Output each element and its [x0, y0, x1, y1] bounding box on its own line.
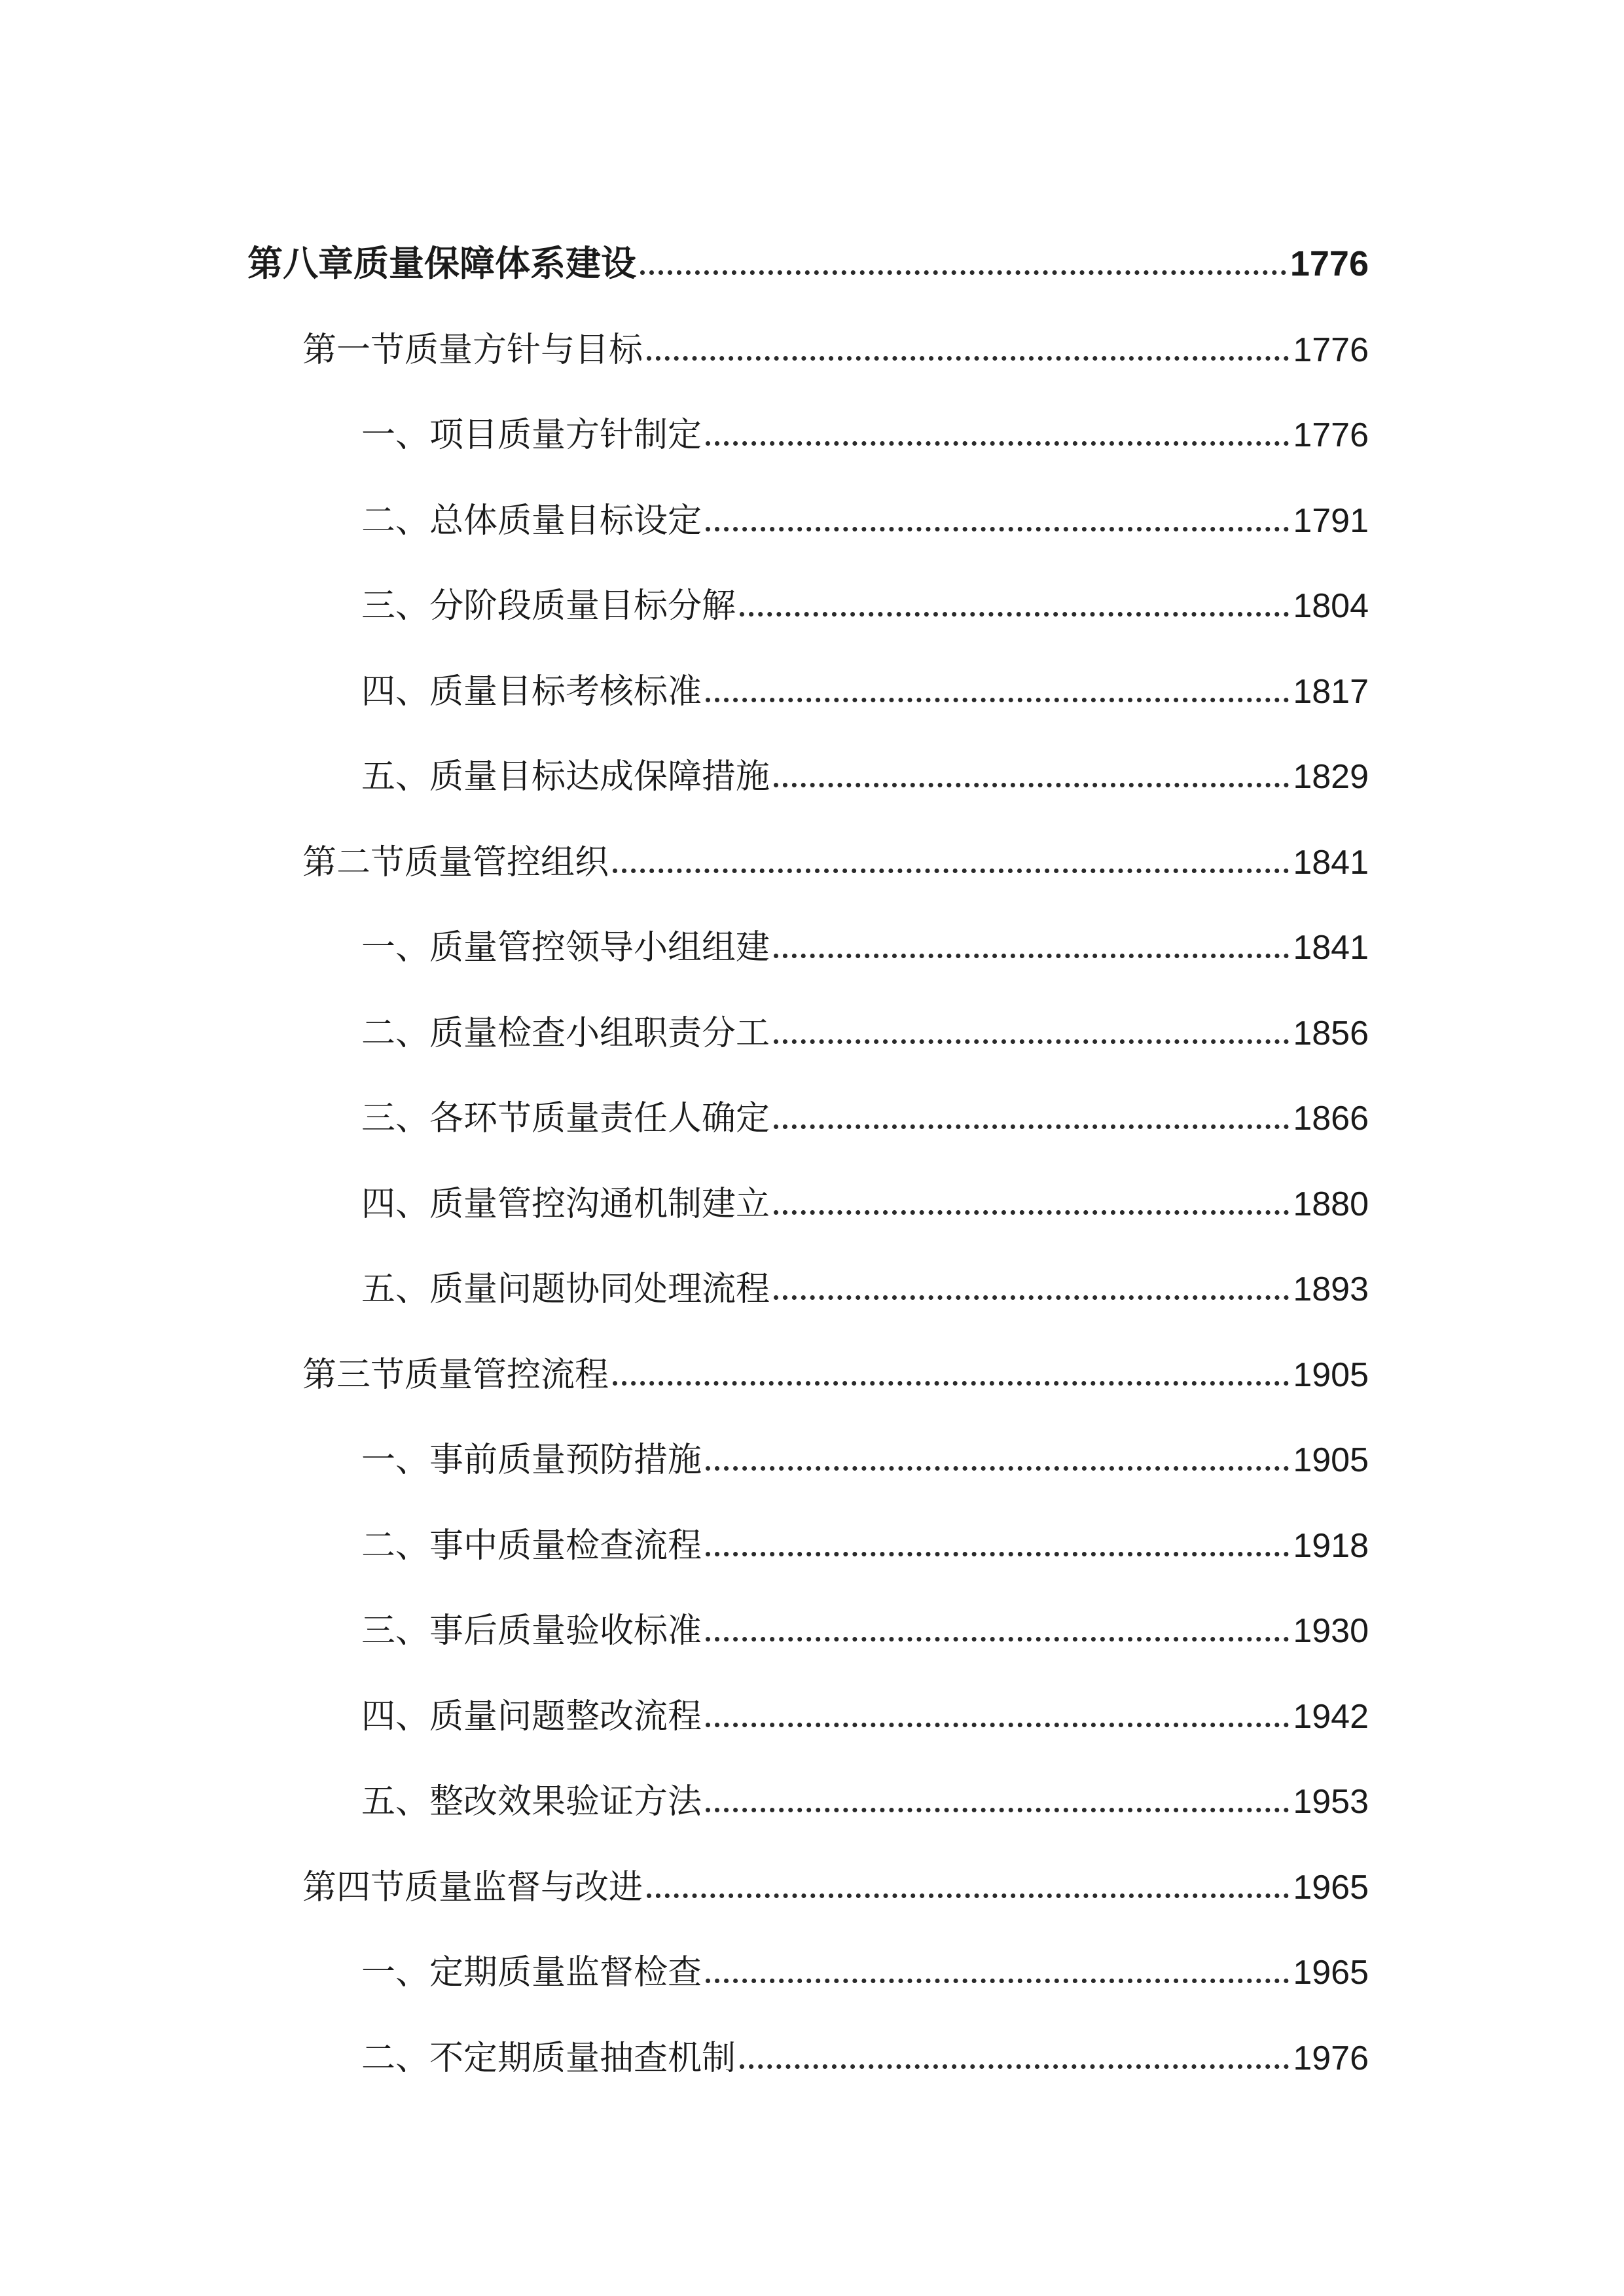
toc-subsection-entry[interactable] [0, 624, 1624, 709]
toc-page-number: 1976 [1293, 2039, 1369, 2077]
toc-page-number: 1866 [1293, 1100, 1369, 1138]
toc-entry-title: 第一节质量方针与目标 [302, 330, 643, 370]
toc-entry-title: 一、项目质量方针制定 [361, 416, 702, 455]
toc-dot-leader [706, 527, 1289, 531]
toc-dot-leader [774, 1124, 1289, 1129]
toc-dot-leader [706, 1979, 1289, 1983]
toc-page-number: 1841 [1293, 843, 1369, 882]
toc-subsection-entry[interactable] [0, 538, 1624, 626]
toc-entry-title: 二、不定期质量抽查机制 [361, 2038, 736, 2078]
toc-subsection-entry[interactable] [0, 880, 1624, 965]
toc-section-entry[interactable] [0, 795, 1624, 880]
toc-entry-title: 二、质量检查小组职责分工 [361, 1013, 770, 1053]
toc-subsection-entry[interactable] [0, 1905, 1624, 1990]
toc-dot-leader [647, 1893, 1289, 1898]
toc-dot-leader [774, 954, 1289, 958]
toc-page-number: 1905 [1293, 1441, 1369, 1479]
toc-subsection-entry[interactable] [0, 1221, 1624, 1309]
toc-page-number: 1965 [1293, 1868, 1369, 1907]
toc-dot-leader [774, 1295, 1289, 1300]
toc-page-number: 1829 [1293, 758, 1369, 796]
toc-entry-title: 三、各环节质量责任人确定 [361, 1099, 770, 1138]
toc-subsection-entry[interactable] [0, 1136, 1624, 1224]
toc-dot-leader [706, 1723, 1289, 1727]
toc-entry-title: 第三节质量管控流程 [302, 1355, 609, 1395]
toc-dot-leader [613, 869, 1289, 873]
toc-entry-title: 四、质量管控沟通机制建立 [361, 1184, 770, 1224]
toc-dot-leader [706, 1637, 1289, 1641]
toc-entry-title: 五、质量目标达成保障措施 [361, 757, 770, 797]
toc-subsection-entry[interactable] [0, 1563, 1624, 1651]
toc-entry-title: 三、事后质量验收标准 [361, 1611, 702, 1651]
toc-dot-leader [774, 783, 1289, 787]
toc-entry-title: 四、质量目标考核标准 [361, 672, 702, 711]
toc-dot-leader [706, 1466, 1289, 1471]
toc-page-number: 1776 [1293, 416, 1369, 454]
toc-subsection-entry[interactable] [0, 367, 1624, 455]
toc-dot-leader [706, 698, 1289, 702]
toc-subsection-entry[interactable] [0, 1990, 1624, 2078]
toc-dot-leader [647, 356, 1289, 361]
toc-subsection-entry[interactable] [0, 1734, 1624, 1819]
toc-entry-title: 三、分阶段质量目标分解 [361, 586, 736, 626]
toc-page-number: 1918 [1293, 1526, 1369, 1565]
toc-entry-title: 二、总体质量目标设定 [361, 501, 702, 541]
toc-subsection-entry[interactable] [0, 1392, 1624, 1480]
toc-page-number: 1965 [1293, 1954, 1369, 1992]
toc-entry-title: 第八章质量保障体系建设 [247, 243, 636, 284]
toc-dot-leader [774, 1210, 1289, 1215]
toc-entry-title: 二、事中质量检查流程 [361, 1526, 702, 1566]
toc-page-number: 1905 [1293, 1355, 1369, 1394]
toc-page-number: 1930 [1293, 1612, 1369, 1650]
toc-entry-title: 五、整改效果验证方法 [361, 1782, 702, 1821]
toc-dot-leader [613, 1381, 1289, 1386]
toc-section-entry[interactable] [0, 282, 1624, 370]
toc-dot-leader [640, 270, 1286, 275]
toc-dot-leader [774, 1039, 1289, 1044]
toc-dot-leader [740, 2064, 1289, 2069]
toc-page-number: 1942 [1293, 1697, 1369, 1736]
toc-entry-title: 第二节质量管控组织 [302, 842, 609, 882]
toc-page-number: 1893 [1293, 1270, 1369, 1308]
toc-entry-title: 一、事前质量预防措施 [361, 1441, 702, 1480]
toc-subsection-entry[interactable] [0, 1649, 1624, 1734]
toc-subsection-entry[interactable] [0, 965, 1624, 1053]
toc-entry-title: 一、质量管控领导小组组建 [361, 928, 770, 967]
toc-page-number: 1776 [1293, 331, 1369, 369]
toc-page-number: 1817 [1293, 672, 1369, 711]
toc-page-number: 1856 [1293, 1014, 1369, 1052]
toc-subsection-entry[interactable] [0, 1478, 1624, 1566]
toc-dot-leader [706, 441, 1289, 446]
toc-page-number: 1841 [1293, 929, 1369, 967]
toc-page-number: 1791 [1293, 501, 1369, 540]
toc-entry-title: 第四节质量监督与改进 [302, 1867, 643, 1907]
toc-section-entry[interactable] [0, 1820, 1624, 1905]
toc-page-number: 1953 [1293, 1783, 1369, 1821]
toc-entry-title: 五、质量问题协同处理流程 [361, 1270, 770, 1309]
toc-page-number: 1776 [1290, 244, 1369, 283]
toc-dot-leader [706, 1552, 1289, 1556]
toc-section-entry[interactable] [0, 1307, 1624, 1395]
toc-entry-title: 一、定期质量监督检查 [361, 1953, 702, 1992]
toc-subsection-entry[interactable] [0, 453, 1624, 541]
toc-page-number: 1880 [1293, 1185, 1369, 1223]
toc-dot-leader [740, 612, 1289, 617]
toc-subsection-entry[interactable] [0, 1050, 1624, 1136]
toc-page-number: 1804 [1293, 587, 1369, 625]
toc-entry-title: 四、质量问题整改流程 [361, 1696, 702, 1736]
toc-subsection-entry[interactable] [0, 709, 1624, 797]
toc-dot-leader [706, 1808, 1289, 1812]
toc-chapter-entry[interactable] [0, 196, 1624, 284]
